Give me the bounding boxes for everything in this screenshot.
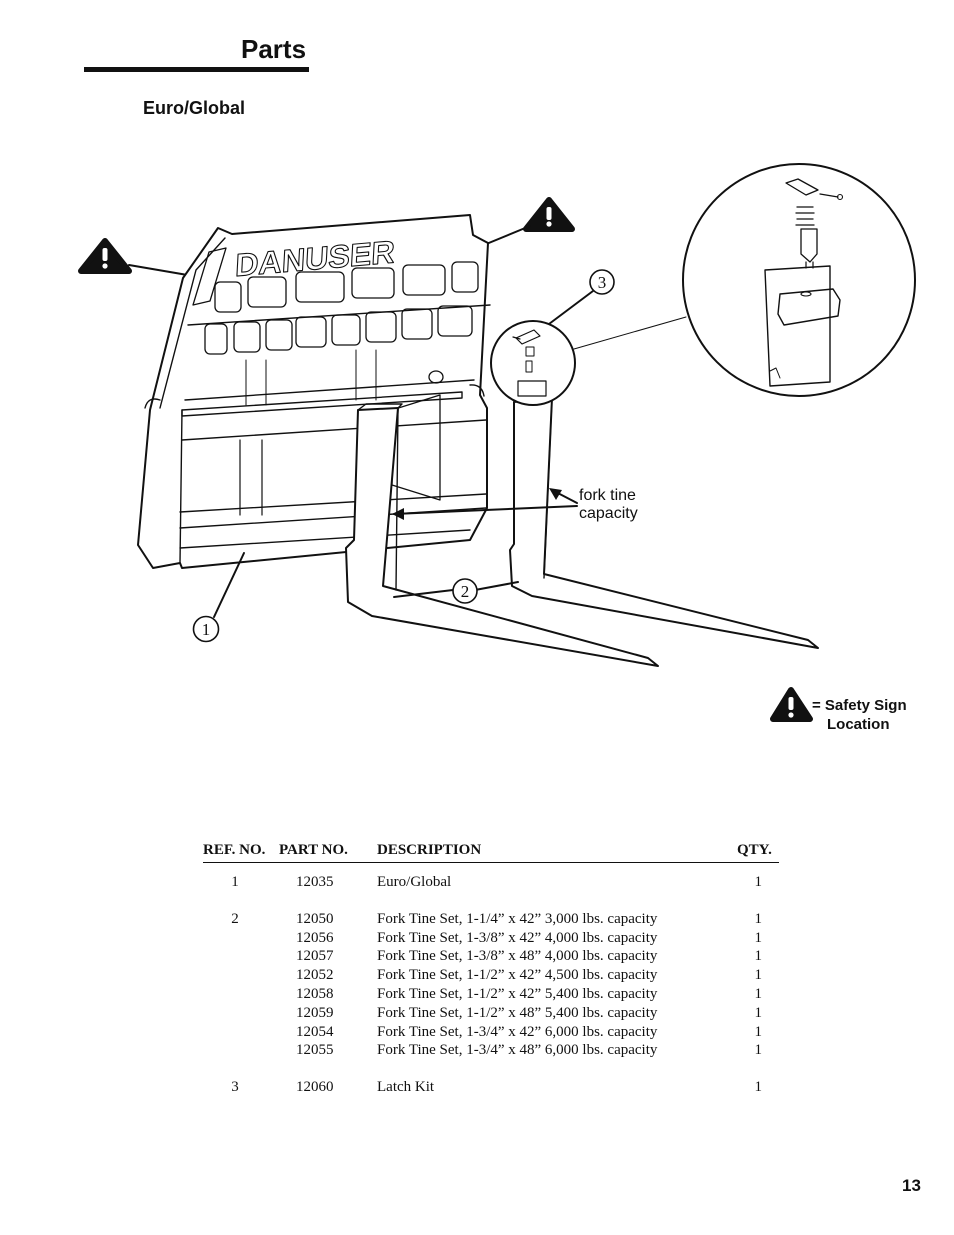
description-cell: Fork Tine Set, 1-3/8” x 42” 4,000 lbs. capacity <box>377 929 658 946</box>
ref-no-cell <box>203 929 279 948</box>
part-no-cell: 12052 <box>296 967 334 984</box>
description-cell: Fork Tine Set, 1-1/2” x 42” 4,500 lbs. capacity <box>377 967 658 984</box>
header-qty: QTY. <box>737 842 779 863</box>
ref-no-cell <box>203 1041 279 1060</box>
brand-text: DANUSER <box>234 233 396 284</box>
qty-cell: 1 <box>754 1079 762 1096</box>
ref-no-cell: 3 <box>231 1079 239 1096</box>
legend-warning-icon <box>773 690 810 719</box>
table-row <box>203 910 779 929</box>
qty-cell: 1 <box>754 1042 762 1059</box>
section-subtitle: Euro/Global <box>143 98 246 118</box>
qty-cell: 1 <box>754 1023 762 1040</box>
header-ref-no: REF. NO. <box>203 842 279 863</box>
qty-cell: 1 <box>754 967 762 984</box>
warning-icon <box>81 241 129 271</box>
table-row <box>203 1041 779 1060</box>
part-no-cell: 12056 <box>296 929 334 946</box>
part-no-cell: 12055 <box>296 1042 334 1059</box>
description-cell: Fork Tine Set, 1-3/4” x 42” 6,000 lbs. capacity <box>377 1023 658 1040</box>
table-header-row <box>203 842 779 863</box>
latch-detail-large <box>683 164 915 396</box>
pallet-fork-frame <box>138 215 490 568</box>
part-no-cell: 12058 <box>296 985 334 1002</box>
header-part-no: PART NO. <box>279 842 377 863</box>
table-row <box>203 985 779 1004</box>
description-cell: Fork Tine Set, 1-3/4” x 48” 6,000 lbs. capacity <box>377 1042 658 1059</box>
table-row <box>203 873 779 892</box>
table-row <box>203 966 779 985</box>
part-no-cell: 12060 <box>296 1079 334 1096</box>
qty-cell: 1 <box>754 874 762 890</box>
description-cell: Latch Kit <box>377 1079 435 1096</box>
table-row <box>203 1004 779 1023</box>
qty-cell: 1 <box>754 929 762 946</box>
ref-no-cell: 2 <box>231 910 239 927</box>
ref-no-cell: 1 <box>231 874 239 890</box>
fork-tine-capacity-label: fork tine capacity <box>579 487 638 522</box>
qty-cell: 1 <box>754 1004 762 1021</box>
qty-cell: 1 <box>754 948 762 965</box>
header-description: DESCRIPTION <box>377 842 737 863</box>
table-body <box>203 863 779 1097</box>
page-number: 13 <box>902 1176 921 1195</box>
qty-cell: 1 <box>754 985 762 1002</box>
svg-text:1: 1 <box>201 620 211 639</box>
part-no-cell: 12035 <box>296 874 334 890</box>
callout-3 <box>549 270 614 324</box>
description-cell: Fork Tine Set, 1-1/2” x 48” 5,400 lbs. capacity <box>377 1004 658 1021</box>
safety-sign-legend: = Safety Sign Location <box>812 697 907 733</box>
description-cell: Euro/Global <box>377 874 452 890</box>
parts-table <box>203 842 779 1097</box>
part-no-cell: 12059 <box>296 1004 334 1021</box>
svg-text:2: 2 <box>460 582 470 601</box>
description-cell: Fork Tine Set, 1-1/4” x 42” 3,000 lbs. capacity <box>377 910 658 927</box>
part-no-cell: 12050 <box>296 910 334 927</box>
ref-no-cell <box>203 1004 279 1023</box>
page-title: Parts <box>241 34 307 64</box>
description-cell: Fork Tine Set, 1-1/2” x 42” 5,400 lbs. capacity <box>377 985 658 1002</box>
latch-detail-small <box>491 321 575 405</box>
parts-diagram <box>0 140 954 740</box>
title-underline <box>84 67 309 72</box>
warning-icon <box>526 200 572 229</box>
ref-no-cell <box>203 985 279 1004</box>
description-cell: Fork Tine Set, 1-3/8” x 48” 4,000 lbs. capacity <box>377 948 658 965</box>
table-row <box>203 947 779 966</box>
part-no-cell: 12057 <box>296 948 334 965</box>
table-row <box>203 1023 779 1042</box>
svg-text:3: 3 <box>597 273 607 292</box>
qty-cell: 1 <box>754 910 762 927</box>
right-fork-tine <box>510 385 818 648</box>
table-row <box>203 1078 779 1097</box>
ref-no-cell <box>203 966 279 985</box>
table-row <box>203 929 779 948</box>
part-no-cell: 12054 <box>296 1023 334 1040</box>
ref-no-cell <box>203 947 279 966</box>
ref-no-cell <box>203 1023 279 1042</box>
